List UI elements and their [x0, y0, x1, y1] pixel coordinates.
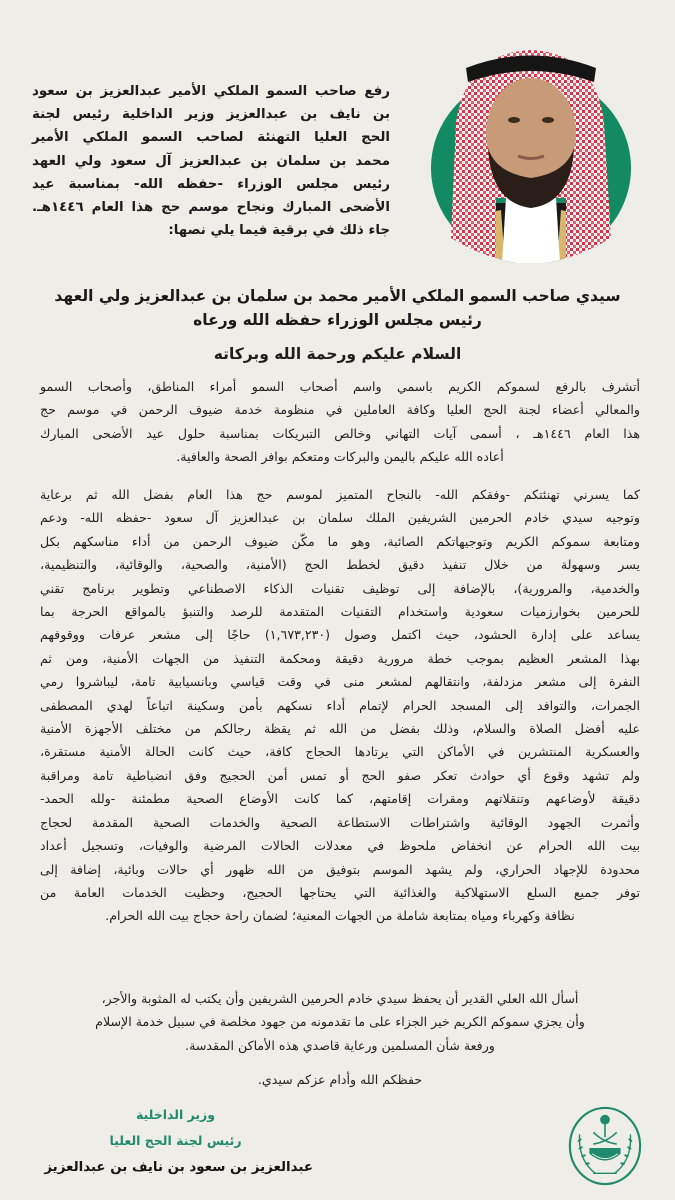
paragraph-line: محدودة للإجهاد الحراري، ولم يشهد الموسم بتوفيق من الله ظهور أي حالات وبائية، إضافة إلى: [40, 861, 640, 877]
signature-title-minister: وزير الداخلية: [135, 1107, 216, 1122]
paragraph-line: هذا العام ١٤٤٦هـ ، أسمى آيات التهاني وخالص التبريكات بمناسبة حلول عيد الأضحى المبارك: [40, 425, 640, 441]
intro-line: رئيس مجلس الوزراء -حفظه الله- بمناسبة عيد: [32, 176, 390, 192]
paragraph-line: أتشرف بالرفع لسموكم الكريم باسمي واسم أصحاب السمو أمراء المناطق، وأصحاب السمو: [40, 379, 640, 394]
paragraph-line: الجمرات، والتوافد إلى المسجد الحرام لإتمام أداء نسكهم بأمن وسكينة اتباعاً لهدي المصطفى: [40, 697, 640, 713]
portrait-photo: [426, 38, 636, 263]
paragraph-line: أسأل الله العلي القدير أن يحفظ سيدي خادم الحرمين الشريفين وأن يكتب له المثوبة والأجر،: [101, 991, 579, 1006]
paragraph-line: وأن يجزي سموكم الكريم خير الجزاء على ما تقدمونه من جهود مخلصة في سبيل خدمة الإسلام: [95, 1014, 585, 1030]
intro-line: الحج العليا التهنئة لصاحب السمو الملكي الأمير: [32, 130, 390, 146]
letter-greeting: السلام عليكم ورحمة الله وبركاته: [213, 345, 462, 363]
intro-line: رفع صاحب السمو الملكي الأمير عبدالعزيز بن سعود: [32, 84, 390, 99]
paragraph-line: نظافة وكهرباء ومياه بمتابعة شاملة من الجهات المعنية؛ لضمان راحة حجاج بيت الله الحرام.: [105, 908, 575, 924]
paragraph-line: أعاده الله عليكم باليمن والبركات ومتعكم بوافر الصحة والعافية.: [176, 449, 504, 465]
paragraph-prayer: [40, 987, 640, 1057]
paragraph-line: كما يسرني تهنئتكم -وفقكم الله- بالنجاح المتميز لموسم حج هذا العام بفضل الله ثم برعاية: [40, 487, 640, 502]
letter-addressee: [40, 284, 635, 332]
paragraph-line: عليه أفضل الصلاة والسلام، وذلك بفضل من الله ثم يقظة رجالكم من مختلف الأجهزة الأمنية: [40, 721, 640, 737]
paragraph-line: والخدمية، والمرورية)، بالإضافة إلى توظيف تقنيات الذكاء الاصطناعي وتطوير برنامج تقني: [40, 580, 640, 596]
intro-line: الأضحى المبارك ونجاح موسم حج هذا العام ١٤٤٦هـ.: [32, 200, 390, 216]
addressee-line: رئيس مجلس الوزراء حفظه الله ورعاه: [193, 311, 482, 329]
paragraph-line: للحرمين بخوارزميات سعودية واستخدام التقنيات المتقدمة للرصد والتنبؤ بالمواقع الحرجة بما: [40, 604, 640, 620]
paragraph-line: بيت الله الحرام عن انخفاض ملحوظ في معدلات الحالات المرضية والوفيات، وتسجيل أعداد: [40, 838, 640, 854]
intro-line: جاء ذلك في برقية فيما يلي نصها:: [168, 223, 390, 239]
paragraph-line: ومتابعة سموكم الكريم وتوجيهاتكم الصائبة، وهو ما مكّن ضيوف الرحمن من أداء مناسكهم بكل: [40, 533, 640, 549]
paragraph-line: ولم تشهد وقوع أي حوادث تعكر صفو الحج أو تمس أمن الحجيج وفق انضباطية تامة ومراقبة: [40, 767, 640, 783]
portrait-icon: [426, 38, 636, 263]
paragraph-line: والمعالي أعضاء لجنة الحج العليا وكافة العاملين في منظومة خدمة ضيوف الرحمن في موسم حج: [40, 402, 640, 418]
paragraph-congratulations: [40, 375, 640, 469]
intro-line: محمد بن سلمان بن عبدالعزيز آل سعود ولي العهد: [32, 153, 390, 169]
paragraph-line: بهذا المشعر العظيم بموجب خطة مرورية دقيقة ومحكمة التنفيذ من الجهات الأمنية، ومن ثم: [40, 650, 640, 666]
ministry-emblem: [566, 1105, 644, 1187]
paragraph-line: دقيقة لأوضاعهم وتنقلاتهم ومقرات إقامتهم، كما كانت الأوضاع الصحية مطمئنة -ولله الحمد-: [40, 791, 640, 807]
signature-title-committee: رئيس لجنة الحج العليا: [109, 1133, 242, 1148]
paragraph-hajj-success: [40, 483, 640, 928]
intro-line: بن نايف بن عبدالعزيز وزير الداخلية رئيس لجنة: [32, 107, 390, 123]
paragraph-line: ورفعة شأن المسلمين ورعاية قاصدي هذه الأماكن المقدسة.: [185, 1037, 495, 1053]
letter-closing: حفظكم الله وأدام عزكم سيدي.: [257, 1072, 423, 1087]
paragraph-line: وأثمرت الجهود الوقائية واشتراطات الاستطاعة الصحية والخدمات الصحية المقدمة لحجاج: [40, 814, 640, 830]
ministry-of-interior-emblem-icon: [566, 1105, 644, 1187]
signature-name: عبدالعزيز بن سعود بن نايف بن عبدالعزيز: [44, 1160, 313, 1175]
signature-block: [38, 1102, 313, 1182]
addressee-line: سيدي صاحب السمو الملكي الأمير محمد بن سلمان بن عبدالعزيز ولي العهد: [54, 287, 621, 305]
paragraph-line: وتوجيه سيدي خادم الحرمين الشريفين الملك سلمان بن عبدالعزيز آل سعود -حفظه الله- ودعم: [40, 510, 640, 526]
paragraph-line: توفر جميع السلع الاستهلاكية والغذائية التي يحتاجها الحجيج، وحظيت الخدمات العامة من: [40, 884, 640, 900]
paragraph-line: النفرة إلى مشعر مزدلفة، وانتقالهم لمشعر منى في وقت قياسي وبانسيابية تامة، ليباشروا رمي: [40, 674, 640, 690]
intro-summary: [32, 80, 390, 242]
paragraph-line: يساعد على إدارة الحشود، حيث اكتمل وصول (١,٦٧٣,٢٣٠) حاجًا إلى مشعر عرفات ووقوفهم: [40, 627, 640, 643]
paragraph-line: يسر وسهولة من خلال تنفيذ دقيق لخطط الحج (الأمنية، والصحية، والوقائية، والتنظيمية،: [40, 557, 640, 573]
paragraph-line: والعسكرية المنتشرين في الأماكن التي يرتادها الحجاج كافة، حيث كانت الحالة الأمنية مستقرة،: [40, 744, 640, 760]
